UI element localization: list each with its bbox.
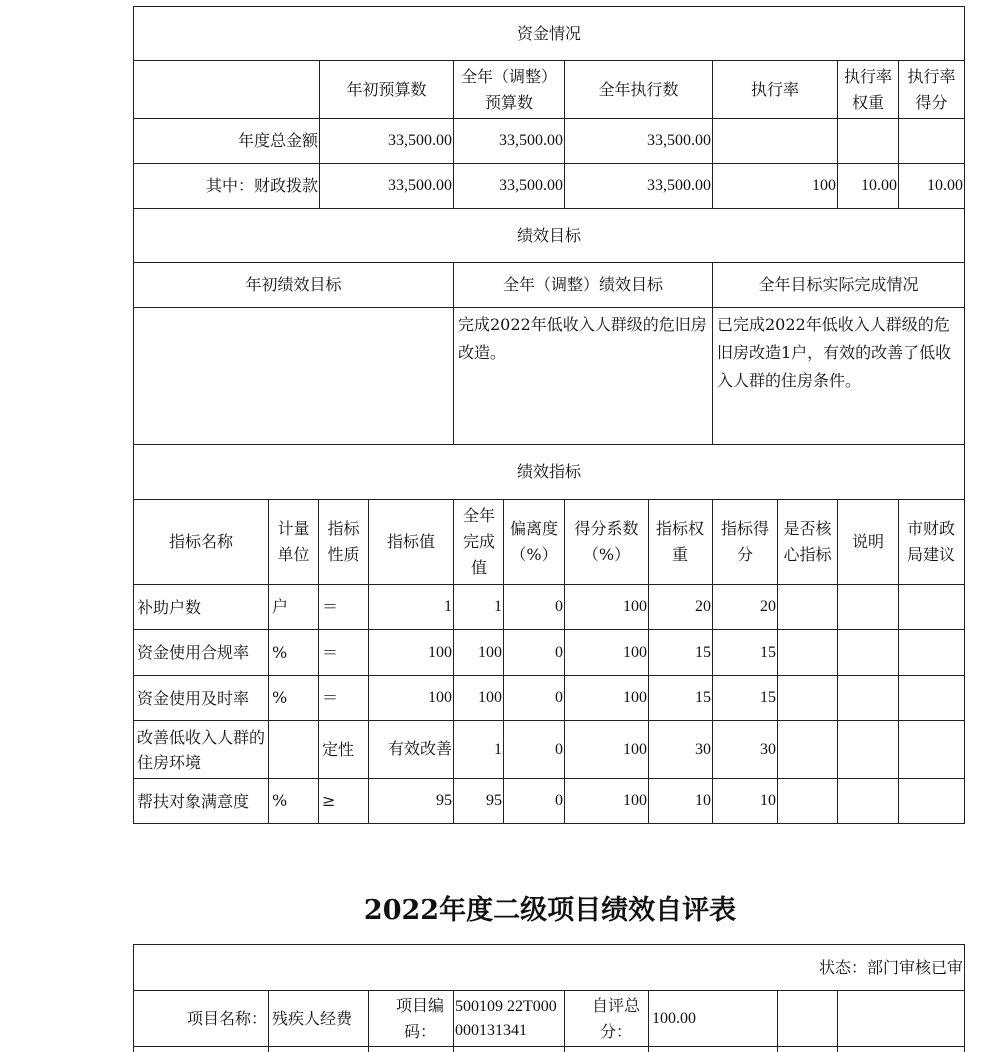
funds-row-rate: 100 [812, 177, 836, 194]
indicator-note-cell [838, 630, 898, 675]
indicator-done-cell: 1 [494, 740, 502, 758]
table-border [133, 1046, 965, 1047]
indicator-deviation-cell: 0 [555, 643, 563, 661]
indicator-deviation-cell: 0 [555, 598, 563, 615]
funds-row-score: 10.00 [927, 177, 963, 194]
indicator-score-cell: 15 [760, 643, 776, 661]
indicators-header-done: 全年完成值 [462, 506, 495, 577]
indicator-done-cell: 95 [486, 792, 502, 809]
table-border [368, 990, 369, 1052]
table-border [564, 990, 565, 1052]
indicator-unit-cell: % [272, 791, 288, 810]
indicator-coef-cell: 100 [623, 643, 647, 661]
funds-row-executed: 33,500.00 [647, 177, 711, 194]
indicator-weight-cell: 15 [695, 643, 711, 661]
indicator-score-cell: 10 [760, 792, 776, 809]
indicator-advice-cell [899, 721, 964, 778]
indicator-unit-cell: % [272, 688, 288, 707]
funds-header-rate: 执行率 [750, 79, 799, 99]
table-border [133, 823, 965, 824]
indicator-nature-cell: ≥ [322, 791, 336, 810]
indicator-score-cell: 30 [760, 740, 776, 758]
indicator-target-cell: 1 [444, 598, 452, 615]
indicators-header-core: 是否核心指标 [783, 519, 832, 564]
funds-row-adjusted: 33,500.00 [499, 177, 563, 194]
table-border [964, 6, 965, 823]
self-score-value: 100.00 [652, 1009, 696, 1027]
indicators-header-coef: 得分系数（%） [574, 519, 639, 564]
indicators-header-target: 指标值 [386, 532, 435, 551]
funds-header-score: 执行率得分 [907, 66, 956, 112]
funds-header-initial: 年初预算数 [346, 79, 427, 99]
indicator-deviation-cell: 0 [555, 792, 563, 809]
indicator-core-cell [778, 779, 837, 823]
indicators-header-advice: 市财政局建议 [906, 519, 955, 564]
funds-row-adjusted: 33,500.00 [499, 132, 563, 149]
indicator-unit-cell: % [272, 642, 288, 662]
funds-header-weight: 执行率权重 [843, 66, 892, 112]
funds-row-initial: 33,500.00 [388, 177, 452, 194]
indicator-coef-cell: 100 [623, 792, 647, 809]
indicator-unit-cell: 户 [272, 597, 289, 616]
indicator-advice-cell [899, 630, 964, 675]
goals-header-initial: 年初绩效目标 [245, 275, 342, 294]
page-title: 2022年度二级项目绩效自评表 [363, 895, 737, 926]
indicator-nature-cell: ＝ [322, 597, 339, 616]
indicator-coef-cell: 100 [623, 598, 647, 615]
indicator-deviation-cell: 0 [555, 689, 563, 706]
indicator-target-cell: 有效改善 [387, 740, 452, 758]
indicator-nature-cell: ＝ [322, 642, 339, 662]
indicators-section-title: 绩效指标 [516, 462, 581, 481]
indicators-header-weight: 指标权重 [655, 519, 704, 564]
indicator-score-cell: 20 [760, 598, 776, 615]
indicator-note-cell [838, 585, 898, 629]
indicator-weight-cell: 15 [695, 689, 711, 706]
indicator-nature-cell: 定性 [322, 739, 355, 759]
project-code-label: 项目编码： [395, 995, 444, 1041]
goals-header-actual: 全年目标实际完成情况 [758, 275, 919, 294]
indicator-note-cell [838, 721, 898, 778]
indicator-weight-cell: 20 [695, 598, 711, 615]
table-border [964, 944, 965, 1052]
indicators-header-deviation: 偏离度（%） [509, 519, 558, 564]
indicator-done-cell: 1 [494, 598, 502, 615]
indicator-weight-cell: 10 [695, 792, 711, 809]
indicator-weight-cell: 30 [695, 740, 711, 758]
funds-row-rate [713, 119, 837, 163]
indicator-core-cell [778, 721, 837, 778]
indicator-target-cell: 100 [428, 689, 452, 706]
indicator-coef-cell: 100 [623, 689, 647, 706]
indicator-note-cell [838, 779, 898, 823]
goals-initial-text [134, 308, 453, 444]
indicator-advice-cell [899, 779, 964, 823]
table-border [837, 990, 838, 1052]
goals-header-adjusted: 全年（调整）绩效目标 [502, 275, 663, 294]
self-score-label: 自评总分： [591, 995, 640, 1041]
funds-row-score [899, 119, 964, 163]
goals-adjusted-text: 完成2022年低收入人群级的危旧房改造。 [458, 315, 707, 362]
funds-row-label: 其中：财政拨款 [205, 176, 318, 195]
indicator-name-cell: 补助户数 [137, 597, 202, 617]
status-text: 状态：部门审核已审 [818, 957, 963, 977]
indicator-coef-cell: 100 [623, 740, 647, 758]
indicator-done-cell: 100 [478, 689, 502, 706]
funds-row-label: 年度总金额 [237, 131, 318, 150]
indicators-header-score: 指标得分 [720, 519, 769, 564]
indicator-target-cell: 95 [436, 792, 452, 809]
indicators-header-unit: 计量单位 [277, 519, 310, 564]
indicators-header-nature: 指标性质 [327, 519, 360, 564]
funds-row-weight [838, 119, 898, 163]
indicator-done-cell: 100 [478, 643, 502, 661]
indicators-header-note: 说明 [851, 532, 884, 551]
table-border [777, 990, 778, 1052]
indicators-header-name: 指标名称 [168, 532, 233, 551]
goals-actual-text: 已完成2022年低收入人群级的危旧房改造1户，有效的改善了低收入人群的住房条件。 [717, 315, 952, 390]
project-name-label: 项目名称： [186, 1008, 267, 1028]
indicator-unit-cell [269, 721, 318, 778]
funds-row-executed: 33,500.00 [647, 132, 711, 149]
funds-section-title: 资金情况 [516, 23, 581, 43]
goals-section-title: 绩效目标 [516, 225, 581, 245]
indicator-note-cell [838, 676, 898, 720]
project-name-value: 残疾人经费 [272, 1008, 353, 1028]
funds-row-weight: 10.00 [861, 177, 897, 194]
indicator-name-cell: 资金使用合规率 [137, 643, 250, 662]
indicator-advice-cell [899, 676, 964, 720]
project-code-value: 500109 22T000000131341 [455, 997, 557, 1039]
indicator-deviation-cell: 0 [555, 740, 563, 758]
funds-header-executed: 全年执行数 [598, 79, 679, 99]
funds-row-initial: 33,500.00 [388, 132, 452, 149]
indicator-nature-cell: ＝ [322, 688, 339, 707]
indicator-core-cell [778, 630, 837, 675]
indicator-target-cell: 100 [428, 643, 452, 661]
indicator-score-cell: 15 [760, 689, 776, 706]
indicator-name-cell: 资金使用及时率 [137, 688, 250, 708]
funds-header-adjusted: 全年（调整）预算数 [460, 66, 557, 112]
indicator-core-cell [778, 585, 837, 629]
indicator-name-cell: 改善低收入人群的住房环境 [137, 727, 266, 772]
indicator-core-cell [778, 676, 837, 720]
indicator-advice-cell [899, 585, 964, 629]
indicator-name-cell: 帮扶对象满意度 [137, 791, 250, 811]
